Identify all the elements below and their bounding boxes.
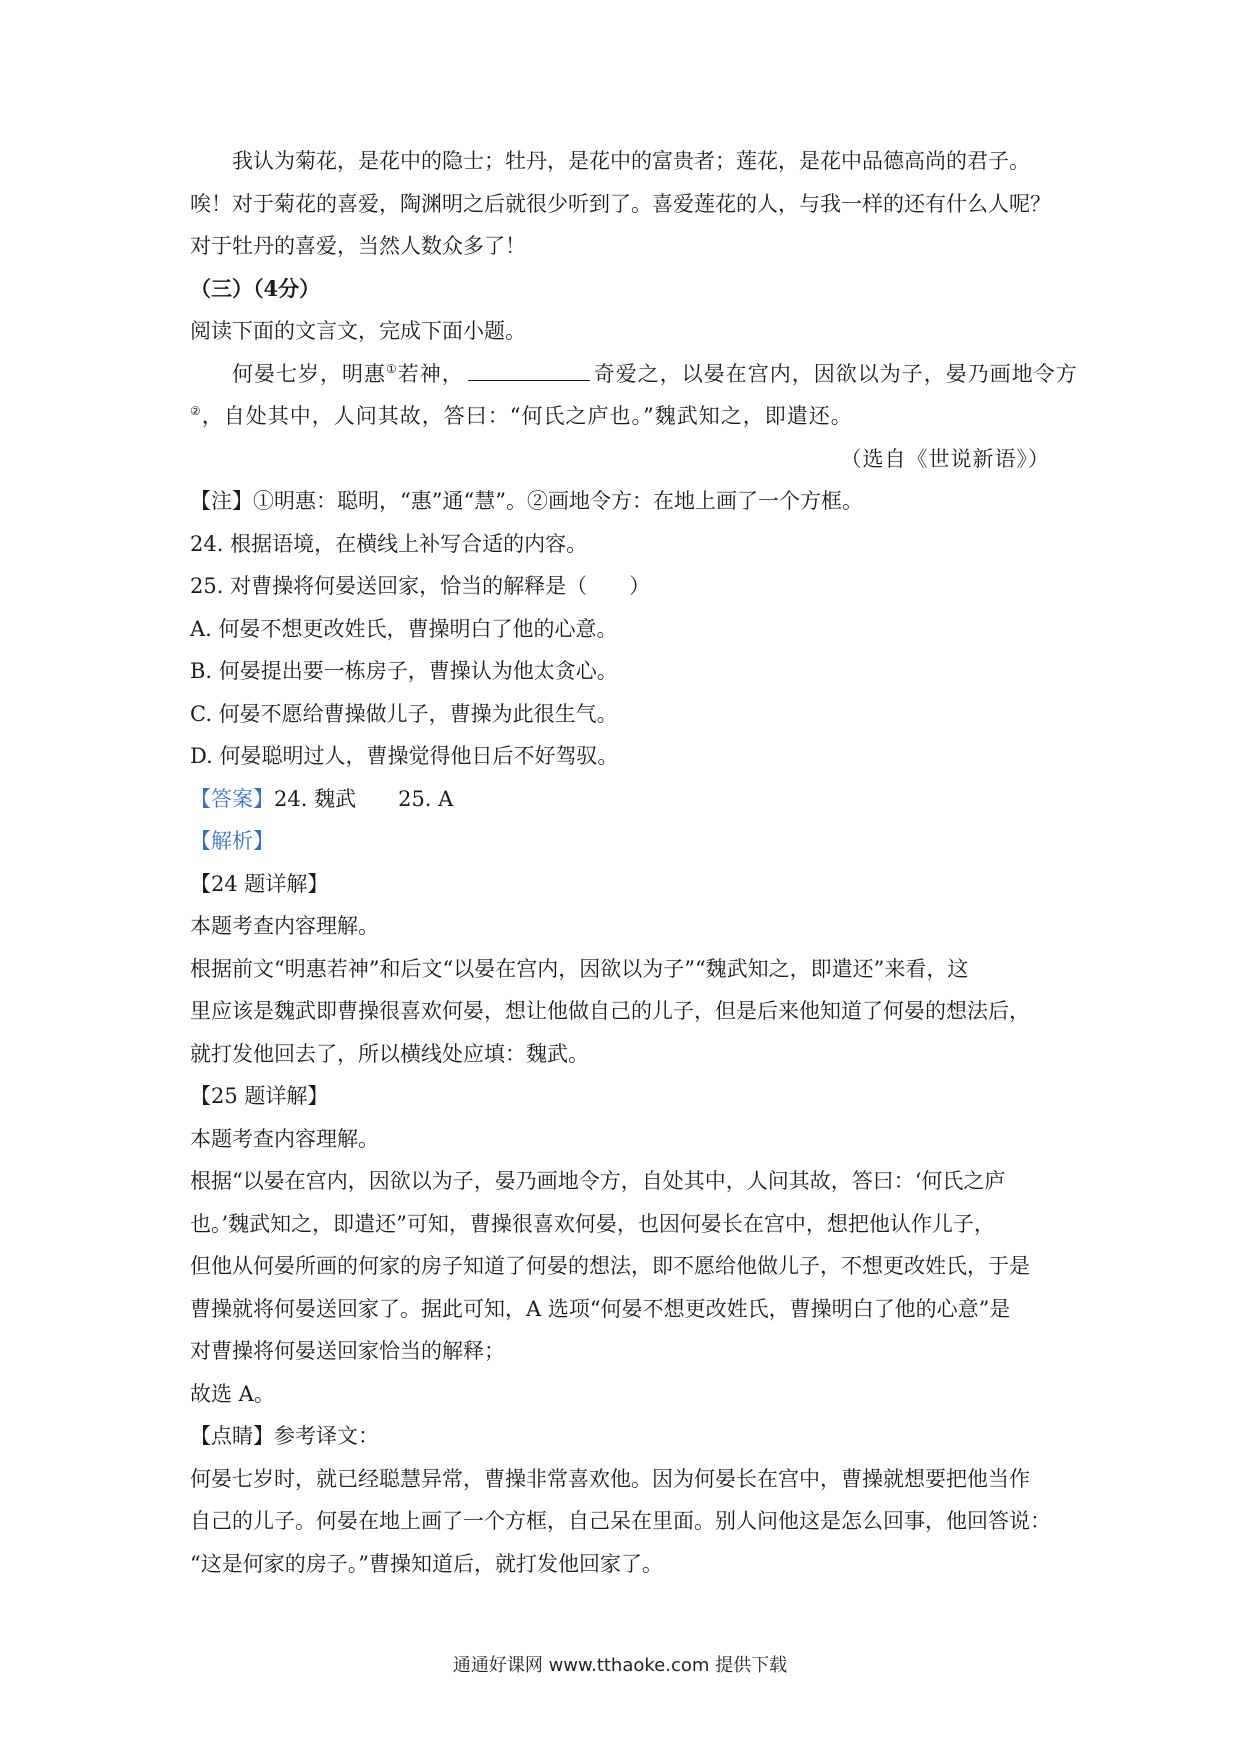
option-d: D. 何晏聪明过人，曹操觉得他日后不好驾驭。 — [190, 744, 619, 768]
page-footer[interactable]: 通通好课网 www.tthaoke.com 提供下载 — [452, 1655, 788, 1676]
dianjing-text: 参考译文： — [274, 1424, 379, 1448]
translation-line: 对于牡丹的喜爱，当然人数众多了！ — [190, 234, 526, 258]
detail-24-line: 里应该是魏武即曹操很喜欢何晏，想让他做自己的儿子，但是后来他知道了何晏的想法后， — [190, 999, 1030, 1023]
detail-25-heading: 【25 题详解】 — [190, 1084, 329, 1108]
detail-25-line: 本题考查内容理解。 — [190, 1126, 379, 1151]
translation-line: 自己的儿子。何晏在地上画了一个方框，自己呆在里面。别人问他这是怎么回事，他回答说： — [190, 1509, 1051, 1533]
detail-24-line: 根据前文“明惠若神”和后文“以晏在宫内，因欲以为子”“魏武知之，即遣还”来看，这 — [190, 956, 969, 981]
detail-24-line: 就打发他回去了，所以横线处应填：魏武。 — [190, 1041, 589, 1066]
answer-24: 24. 魏武 — [274, 786, 357, 811]
answer-label: 【答案】 — [190, 786, 274, 811]
translation-line: 何晏七岁时，就已经聪慧异常，曹操非常喜欢他。因为何晏长在宫中，曹操就想要把他当作 — [190, 1466, 1030, 1491]
passage-text: 何晏七岁，明惠 — [232, 361, 386, 386]
dianjing-line — [190, 1415, 1060, 1458]
detail-25-line: 对曹操将何晏送回家恰当的解释； — [190, 1339, 505, 1363]
option-a: A. 何晏不想更改姓氏，曹操明白了他的心意。 — [190, 616, 618, 641]
passage-line-2 — [190, 395, 1060, 438]
option-b: B. 何晏提出要一栋房子，曹操认为他太贪心。 — [190, 659, 618, 683]
fill-blank — [468, 358, 590, 381]
translation-line: “这是何家的房子。”曹操知道后，就打发他回家了。 — [190, 1551, 663, 1576]
page-content — [190, 140, 1078, 1585]
passage-source: （选自《世说新语》） — [840, 446, 1050, 471]
option-c: C. 何晏不愿给曹操做儿子，曹操为此很生气。 — [190, 701, 618, 726]
detail-24-heading: 【24 题详解】 — [190, 871, 329, 896]
translation-line: 我认为菊花，是花中的隐士；牡丹，是花中的富贵者；莲花，是花中品德高尚的君子。 — [232, 149, 1030, 173]
passage-line-1 — [190, 353, 1078, 396]
detail-25-line: 根据“以晏在宫内，因欲以为子，晏乃画地令方，自处其中，人问其故，答曰：‘何氏之庐 — [190, 1169, 1006, 1193]
analysis-label: 【解析】 — [190, 829, 274, 853]
detail-25-line: 曹操就将何晏送回家了。据此可知，A 选项“何晏不想更改姓氏，曹操明白了他的心意”是 — [190, 1296, 1011, 1321]
passage-text: 若神， — [397, 361, 464, 386]
instruction-text: 阅读下面的文言文，完成下面小题。 — [190, 319, 526, 343]
detail-25-line: 故选 A。 — [190, 1381, 275, 1406]
translation-line: 唉！对于菊花的喜爱，陶渊明之后就很少听到了。喜爱莲花的人，与我一样的还有什么人呢？ — [190, 191, 1051, 216]
detail-25-line: 但他从何晏所画的何家的房子知道了何晏的想法，即不愿给他做儿子，不想更改姓氏，于是 — [190, 1254, 1030, 1278]
answer-25: 25. A — [398, 786, 454, 811]
notes: 【注】①明惠：聪明，“惠”通“慧”。②画地令方：在地上画了一个方框。 — [190, 489, 863, 513]
question-25: 25. 对曹操将何晏送回家，恰当的解释是（ ） — [190, 574, 651, 598]
detail-25-line: 也。’魏武知之，即遣还”可知，曹操很喜欢何晏，也因何晏长在宫中，想把他认作儿子， — [190, 1211, 995, 1236]
passage-text: 奇爱之，以晏在宫内，因欲以为子，晏乃画地令方 — [593, 361, 1078, 386]
answer-line — [190, 778, 1060, 821]
section-header: （三）（4分） — [190, 275, 321, 301]
question-24: 24. 根据语境，在横线上补写合适的内容。 — [190, 531, 588, 556]
passage-text: ，自处其中，人问其故，答曰：“何氏之庐也。”魏武知之，即遣还。 — [201, 404, 853, 428]
detail-24-line: 本题考查内容理解。 — [190, 914, 379, 938]
footnote-marker: ② — [190, 404, 202, 418]
footnote-marker: ① — [386, 361, 398, 376]
dianjing-label: 【点睛】 — [190, 1424, 274, 1448]
